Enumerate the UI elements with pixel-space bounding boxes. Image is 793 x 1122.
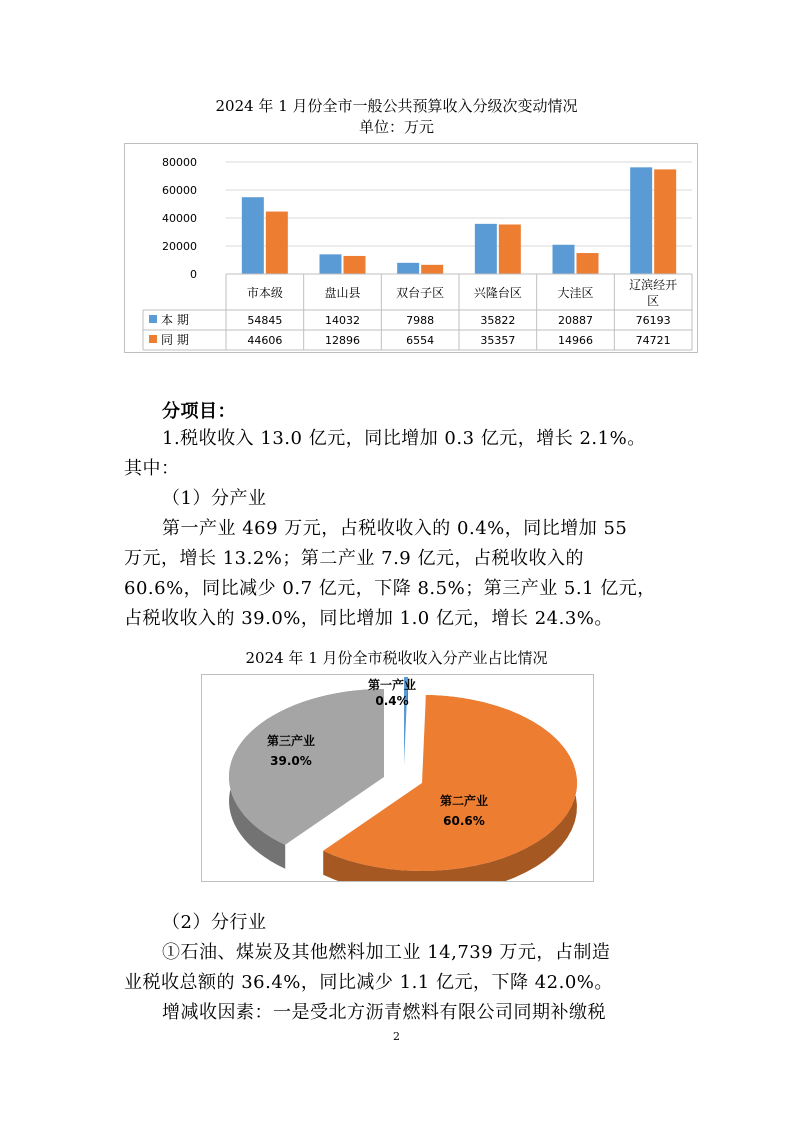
bar: [654, 169, 676, 274]
paragraph-tax-income-cont: 其中：: [124, 458, 180, 479]
category-label: 双台子区: [396, 286, 445, 300]
slice-percent: 60.6%: [443, 814, 485, 828]
category-label: 辽滨经开: [629, 278, 678, 292]
bar-chart-frame: [124, 143, 698, 353]
data-value: 44606: [247, 334, 283, 347]
bar: [630, 167, 652, 274]
paragraph-tax-income: 1.税收收入 13.0 亿元，同比增加 0.3 亿元，增长 2.1%。: [162, 428, 646, 449]
paragraph-sectors-line4: 占税收收入的 39.0%，同比增加 1.0 亿元，增长 24.3%。: [124, 608, 613, 629]
page-number: 2: [393, 1030, 400, 1043]
data-value: 20887: [558, 314, 593, 327]
category-label: 大洼区: [557, 286, 594, 300]
y-tick-label: 80000: [162, 156, 197, 169]
legend-label: 本 期: [161, 313, 189, 327]
slice-label: 第一产业: [367, 678, 417, 692]
data-value: 12896: [325, 334, 360, 347]
section-heading: 分项目：: [162, 401, 236, 422]
y-tick-label: 40000: [162, 212, 197, 225]
paragraph-petroleum-line1: ①石油、煤炭及其他燃料加工业 14,739 万元，占制造: [162, 942, 611, 963]
subheading-by-industry: （2）分行业: [162, 912, 267, 933]
paragraph-petroleum-line2: 业税收总额的 36.4%，同比减少 1.1 亿元，下降 42.0%。: [124, 972, 613, 993]
bar-chart-title: 2024 年 1 月份全市一般公共预算收入分级次变动情况: [215, 97, 578, 115]
slice-label: 第三产业: [266, 734, 316, 748]
pie-chart-title: 2024 年 1 月份全市税收收入分产业占比情况: [245, 649, 548, 667]
bar: [344, 256, 366, 274]
data-value: 14032: [325, 314, 360, 327]
paragraph-factors-line1: 增减收因素：一是受北方沥青燃料有限公司同期补缴税: [162, 1002, 606, 1023]
pie-chart-frame: [201, 674, 594, 882]
bar-chart-unit: 单位：万元: [358, 118, 434, 136]
legend-swatch: [149, 315, 157, 323]
data-value: 14966: [558, 334, 593, 347]
data-value: 7988: [406, 314, 435, 327]
slice-percent: 39.0%: [270, 754, 312, 768]
data-value: 35357: [480, 334, 516, 347]
data-value: 54845: [247, 314, 283, 327]
bar: [577, 253, 599, 274]
category-label: 市本级: [246, 286, 283, 300]
bar: [553, 245, 575, 274]
y-tick-label: 0: [190, 268, 197, 281]
bar: [499, 225, 521, 274]
paragraph-sectors-line3: 60.6%，同比减少 0.7 亿元，下降 8.5%；第三产业 5.1 亿元，: [124, 578, 656, 599]
paragraph-sectors-line1: 第一产业 469 万元，占税收收入的 0.4%，同比增加 55: [162, 518, 628, 539]
slice-percent: 0.4%: [375, 694, 409, 708]
legend-label: 同 期: [161, 333, 189, 347]
pie-chart: [202, 675, 593, 881]
legend-swatch: [149, 335, 157, 343]
y-tick-label: 20000: [162, 240, 197, 253]
slice-label: 第二产业: [439, 794, 489, 808]
data-value: 35822: [480, 314, 516, 327]
subheading-by-industry-sector: （1）分产业: [162, 488, 267, 509]
data-value: 76193: [635, 314, 671, 327]
bar: [475, 224, 497, 274]
paragraph-sectors-line2: 万元，增长 13.2%；第二产业 7.9 亿元，占税收收入的: [124, 548, 584, 569]
category-label: 区: [647, 294, 660, 308]
y-tick-label: 60000: [162, 184, 197, 197]
bar-chart: [125, 144, 697, 352]
bar: [266, 212, 288, 274]
category-label: 兴隆台区: [473, 286, 522, 300]
data-value: 74721: [635, 334, 671, 347]
bar: [320, 254, 342, 274]
category-label: 盘山县: [324, 286, 361, 300]
data-value: 6554: [406, 334, 435, 347]
bar: [397, 263, 419, 274]
bar: [421, 265, 443, 274]
bar: [242, 197, 264, 274]
